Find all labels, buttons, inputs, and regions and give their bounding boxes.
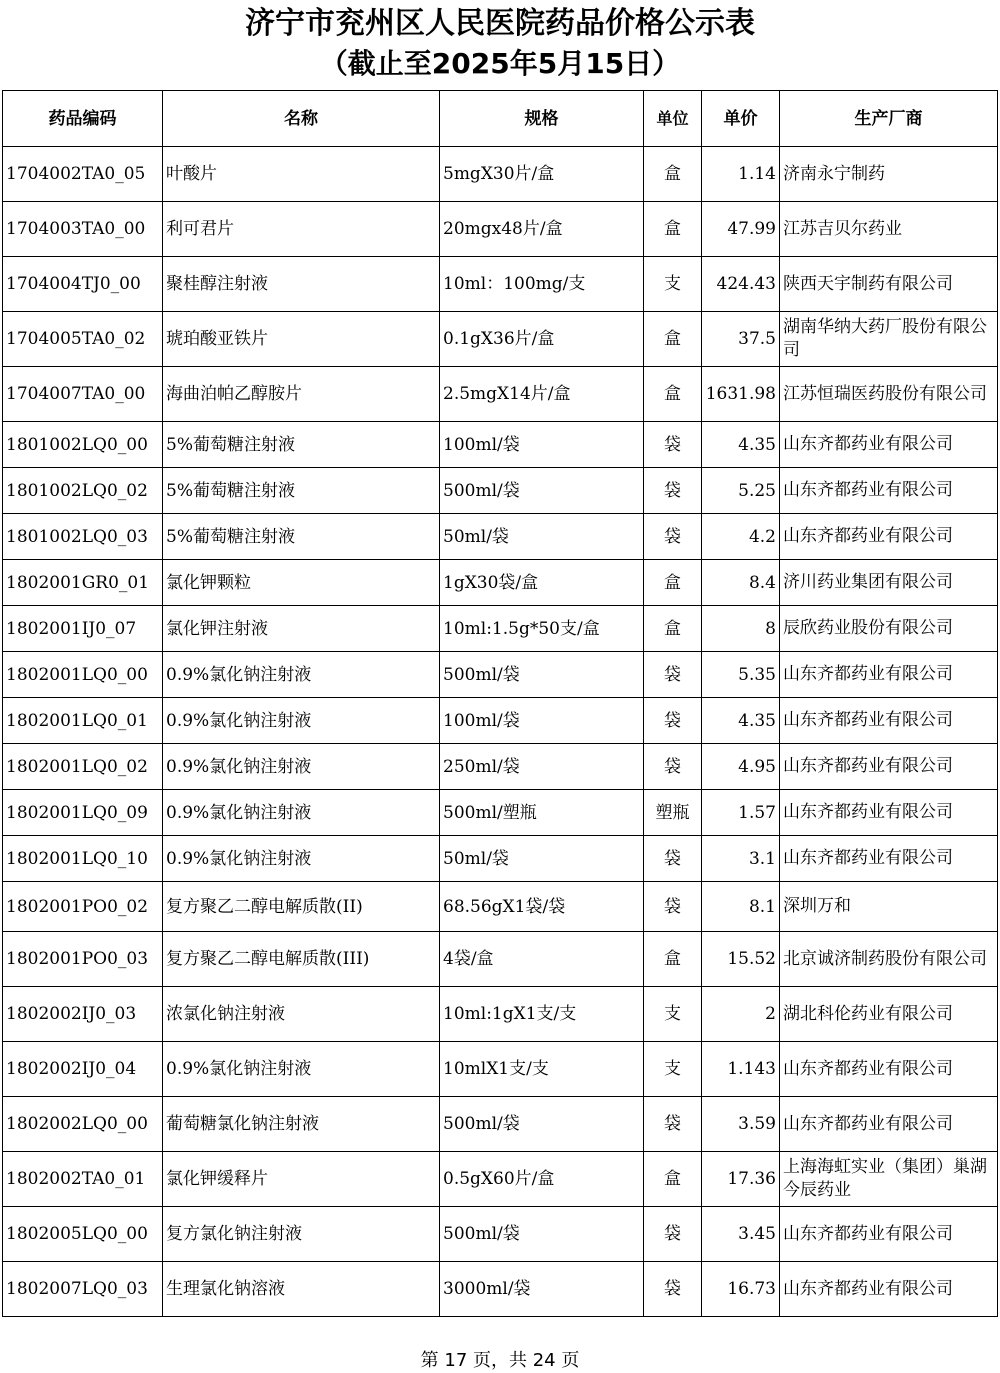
drug-name-cell: 聚桂醇注射液 <box>163 257 440 312</box>
table-row <box>3 882 998 932</box>
drug-manufacturer-cell: 深圳万和 <box>780 882 998 932</box>
drug-manufacturer-cell: 济南永宁制药 <box>780 147 998 202</box>
drug-price-cell: 15.52 <box>702 932 780 987</box>
table-row <box>3 1152 998 1207</box>
drug-manufacturer-cell: 江苏吉贝尔药业 <box>780 202 998 257</box>
drug-code-cell: 1802005LQ0_00 <box>3 1207 163 1262</box>
drug-unit-cell: 塑瓶 <box>644 790 702 836</box>
drug-unit-cell: 支 <box>644 257 702 312</box>
drug-price-cell: 1.143 <box>702 1042 780 1097</box>
drug-spec-cell: 4袋/盒 <box>440 932 644 987</box>
header-name: 名称 <box>163 91 440 147</box>
drug-spec-cell: 100ml/袋 <box>440 422 644 468</box>
drug-name-cell: 利可君片 <box>163 202 440 257</box>
drug-price-cell: 8.1 <box>702 882 780 932</box>
drug-manufacturer-cell: 山东齐都药业有限公司 <box>780 514 998 560</box>
drug-unit-cell: 袋 <box>644 1097 702 1152</box>
header-price: 单价 <box>702 91 780 147</box>
table-row <box>3 698 998 744</box>
table-row <box>3 367 998 422</box>
drug-spec-cell: 2.5mgX14片/盒 <box>440 367 644 422</box>
drug-spec-cell: 500ml/袋 <box>440 1097 644 1152</box>
page-subtitle: （截止至2025年5月15日） <box>319 47 681 80</box>
drug-unit-cell: 盒 <box>644 606 702 652</box>
drug-unit-cell: 盒 <box>644 147 702 202</box>
table-row <box>3 514 998 560</box>
table-row <box>3 652 998 698</box>
drug-manufacturer-cell: 山东齐都药业有限公司 <box>780 744 998 790</box>
drug-unit-cell: 支 <box>644 987 702 1042</box>
drug-manufacturer-cell: 山东齐都药业有限公司 <box>780 1042 998 1097</box>
drug-manufacturer-cell: 湖北科伦药业有限公司 <box>780 987 998 1042</box>
drug-manufacturer-cell: 山东齐都药业有限公司 <box>780 468 998 514</box>
drug-code-cell: 1802002IJ0_03 <box>3 987 163 1042</box>
header-code: 药品编码 <box>3 91 163 147</box>
drug-code-cell: 1802001PO0_03 <box>3 932 163 987</box>
drug-price-cell: 2 <box>702 987 780 1042</box>
drug-spec-cell: 0.1gX36片/盒 <box>440 312 644 367</box>
drug-unit-cell: 袋 <box>644 882 702 932</box>
drug-name-cell: 0.9%氯化钠注射液 <box>163 836 440 882</box>
drug-unit-cell: 袋 <box>644 1262 702 1317</box>
drug-price-cell: 4.35 <box>702 698 780 744</box>
drug-manufacturer-cell: 山东齐都药业有限公司 <box>780 790 998 836</box>
table-row <box>3 1262 998 1317</box>
drug-price-cell: 3.45 <box>702 1207 780 1262</box>
drug-code-cell: 1801002LQ0_02 <box>3 468 163 514</box>
table-row <box>3 836 998 882</box>
drug-spec-cell: 250ml/袋 <box>440 744 644 790</box>
drug-manufacturer-cell: 山东齐都药业有限公司 <box>780 1262 998 1317</box>
table-row <box>3 468 998 514</box>
drug-spec-cell: 20mgx48片/盒 <box>440 202 644 257</box>
drug-unit-cell: 支 <box>644 1042 702 1097</box>
drug-name-cell: 氯化钾颗粒 <box>163 560 440 606</box>
drug-unit-cell: 盒 <box>644 1152 702 1207</box>
drug-code-cell: 1802002LQ0_00 <box>3 1097 163 1152</box>
drug-spec-cell: 10ml:1gX1支/支 <box>440 987 644 1042</box>
drug-name-cell: 复方聚乙二醇电解质散(III) <box>163 932 440 987</box>
drug-name-cell: 5%葡萄糖注射液 <box>163 468 440 514</box>
drug-manufacturer-cell: 山东齐都药业有限公司 <box>780 422 998 468</box>
table-row <box>3 1042 998 1097</box>
drug-code-cell: 1802001LQ0_10 <box>3 836 163 882</box>
table-row <box>3 606 998 652</box>
drug-name-cell: 生理氯化钠溶液 <box>163 1262 440 1317</box>
drug-name-cell: 叶酸片 <box>163 147 440 202</box>
drug-name-cell: 葡萄糖氯化钠注射液 <box>163 1097 440 1152</box>
drug-spec-cell: 100ml/袋 <box>440 698 644 744</box>
drug-spec-cell: 1gX30袋/盒 <box>440 560 644 606</box>
drug-code-cell: 1802001LQ0_01 <box>3 698 163 744</box>
drug-code-cell: 1704003TA0_00 <box>3 202 163 257</box>
drug-code-cell: 1802002IJ0_04 <box>3 1042 163 1097</box>
drug-unit-cell: 袋 <box>644 1207 702 1262</box>
drug-name-cell: 0.9%氯化钠注射液 <box>163 744 440 790</box>
drug-price-cell: 3.59 <box>702 1097 780 1152</box>
table-row <box>3 422 998 468</box>
drug-price-cell: 424.43 <box>702 257 780 312</box>
drug-manufacturer-cell: 济川药业集团有限公司 <box>780 560 998 606</box>
drug-price-cell: 1.14 <box>702 147 780 202</box>
drug-code-cell: 1801002LQ0_03 <box>3 514 163 560</box>
drug-price-cell: 37.5 <box>702 312 780 367</box>
drug-price-cell: 3.1 <box>702 836 780 882</box>
drug-spec-cell: 50ml/袋 <box>440 514 644 560</box>
drug-name-cell: 氯化钾注射液 <box>163 606 440 652</box>
drug-manufacturer-cell: 陕西天宇制药有限公司 <box>780 257 998 312</box>
drug-price-cell: 1631.98 <box>702 367 780 422</box>
drug-manufacturer-cell: 山东齐都药业有限公司 <box>780 1207 998 1262</box>
drug-price-cell: 4.35 <box>702 422 780 468</box>
drug-spec-cell: 10ml:1.5g*50支/盒 <box>440 606 644 652</box>
drug-unit-cell: 袋 <box>644 698 702 744</box>
drug-code-cell: 1704004TJ0_00 <box>3 257 163 312</box>
table-row <box>3 312 998 367</box>
table-row <box>3 744 998 790</box>
table-row <box>3 932 998 987</box>
table-row <box>3 1207 998 1262</box>
header-unit: 单位 <box>644 91 702 147</box>
drug-spec-cell: 500ml/袋 <box>440 468 644 514</box>
drug-name-cell: 复方氯化钠注射液 <box>163 1207 440 1262</box>
drug-unit-cell: 袋 <box>644 744 702 790</box>
drug-unit-cell: 袋 <box>644 514 702 560</box>
drug-spec-cell: 5mgX30片/盒 <box>440 147 644 202</box>
drug-name-cell: 5%葡萄糖注射液 <box>163 422 440 468</box>
drug-code-cell: 1802001LQ0_02 <box>3 744 163 790</box>
drug-price-cell: 5.35 <box>702 652 780 698</box>
price-table <box>2 90 998 1317</box>
drug-name-cell: 复方聚乙二醇电解质散(II) <box>163 882 440 932</box>
drug-code-cell: 1801002LQ0_00 <box>3 422 163 468</box>
drug-manufacturer-cell: 山东齐都药业有限公司 <box>780 698 998 744</box>
table-row <box>3 202 998 257</box>
table-row <box>3 147 998 202</box>
drug-code-cell: 1802001IJ0_07 <box>3 606 163 652</box>
drug-code-cell: 1802001LQ0_00 <box>3 652 163 698</box>
drug-price-cell: 4.95 <box>702 744 780 790</box>
drug-manufacturer-cell: 山东齐都药业有限公司 <box>780 652 998 698</box>
table-row <box>3 560 998 606</box>
page-footer: 第 17 页，共 24 页 <box>420 1350 580 1371</box>
table-row <box>3 257 998 312</box>
drug-unit-cell: 盒 <box>644 367 702 422</box>
drug-spec-cell: 10ml：100mg/支 <box>440 257 644 312</box>
drug-manufacturer-cell: 北京诚济制药股份有限公司 <box>780 932 998 987</box>
drug-unit-cell: 袋 <box>644 652 702 698</box>
drug-code-cell: 1802001GR0_01 <box>3 560 163 606</box>
drug-price-cell: 17.36 <box>702 1152 780 1207</box>
drug-price-cell: 16.73 <box>702 1262 780 1317</box>
drug-code-cell: 1802002TA0_01 <box>3 1152 163 1207</box>
drug-price-cell: 8.4 <box>702 560 780 606</box>
drug-name-cell: 氯化钾缓释片 <box>163 1152 440 1207</box>
drug-spec-cell: 500ml/袋 <box>440 1207 644 1262</box>
drug-manufacturer-cell: 江苏恒瑞医药股份有限公司 <box>780 367 998 422</box>
drug-spec-cell: 500ml/袋 <box>440 652 644 698</box>
drug-code-cell: 1704002TA0_05 <box>3 147 163 202</box>
drug-manufacturer-cell: 湖南华纳大药厂股份有限公司 <box>780 312 998 367</box>
drug-price-cell: 4.2 <box>702 514 780 560</box>
drug-code-cell: 1802001LQ0_09 <box>3 790 163 836</box>
drug-code-cell: 1704007TA0_00 <box>3 367 163 422</box>
drug-spec-cell: 0.5gX60片/盒 <box>440 1152 644 1207</box>
drug-code-cell: 1802007LQ0_03 <box>3 1262 163 1317</box>
drug-unit-cell: 袋 <box>644 422 702 468</box>
drug-manufacturer-cell: 山东齐都药业有限公司 <box>780 836 998 882</box>
drug-unit-cell: 盒 <box>644 202 702 257</box>
drug-manufacturer-cell: 上海海虹实业（集团）巢湖今辰药业 <box>780 1152 998 1207</box>
drug-name-cell: 浓氯化钠注射液 <box>163 987 440 1042</box>
drug-code-cell: 1704005TA0_02 <box>3 312 163 367</box>
drug-name-cell: 琥珀酸亚铁片 <box>163 312 440 367</box>
drug-code-cell: 1802001PO0_02 <box>3 882 163 932</box>
drug-name-cell: 0.9%氯化钠注射液 <box>163 652 440 698</box>
page-title: 济宁市兖州区人民医院药品价格公示表 <box>245 6 755 41</box>
table-header-row <box>3 91 998 147</box>
drug-price-cell: 1.57 <box>702 790 780 836</box>
header-manufacturer: 生产厂商 <box>780 91 998 147</box>
table-row <box>3 1097 998 1152</box>
drug-spec-cell: 68.56gX1袋/袋 <box>440 882 644 932</box>
drug-price-cell: 5.25 <box>702 468 780 514</box>
table-row <box>3 790 998 836</box>
drug-spec-cell: 50ml/袋 <box>440 836 644 882</box>
header-spec: 规格 <box>440 91 644 147</box>
drug-name-cell: 0.9%氯化钠注射液 <box>163 790 440 836</box>
drug-price-cell: 8 <box>702 606 780 652</box>
table-row <box>3 987 998 1042</box>
drug-spec-cell: 10mlX1支/支 <box>440 1042 644 1097</box>
drug-unit-cell: 盒 <box>644 932 702 987</box>
drug-manufacturer-cell: 辰欣药业股份有限公司 <box>780 606 998 652</box>
drug-unit-cell: 袋 <box>644 836 702 882</box>
drug-unit-cell: 袋 <box>644 468 702 514</box>
drug-price-cell: 47.99 <box>702 202 780 257</box>
drug-unit-cell: 盒 <box>644 312 702 367</box>
drug-unit-cell: 盒 <box>644 560 702 606</box>
drug-manufacturer-cell: 山东齐都药业有限公司 <box>780 1097 998 1152</box>
drug-name-cell: 0.9%氯化钠注射液 <box>163 1042 440 1097</box>
drug-spec-cell: 500ml/塑瓶 <box>440 790 644 836</box>
drug-name-cell: 海曲泊帕乙醇胺片 <box>163 367 440 422</box>
drug-name-cell: 0.9%氯化钠注射液 <box>163 698 440 744</box>
drug-name-cell: 5%葡萄糖注射液 <box>163 514 440 560</box>
drug-spec-cell: 3000ml/袋 <box>440 1262 644 1317</box>
